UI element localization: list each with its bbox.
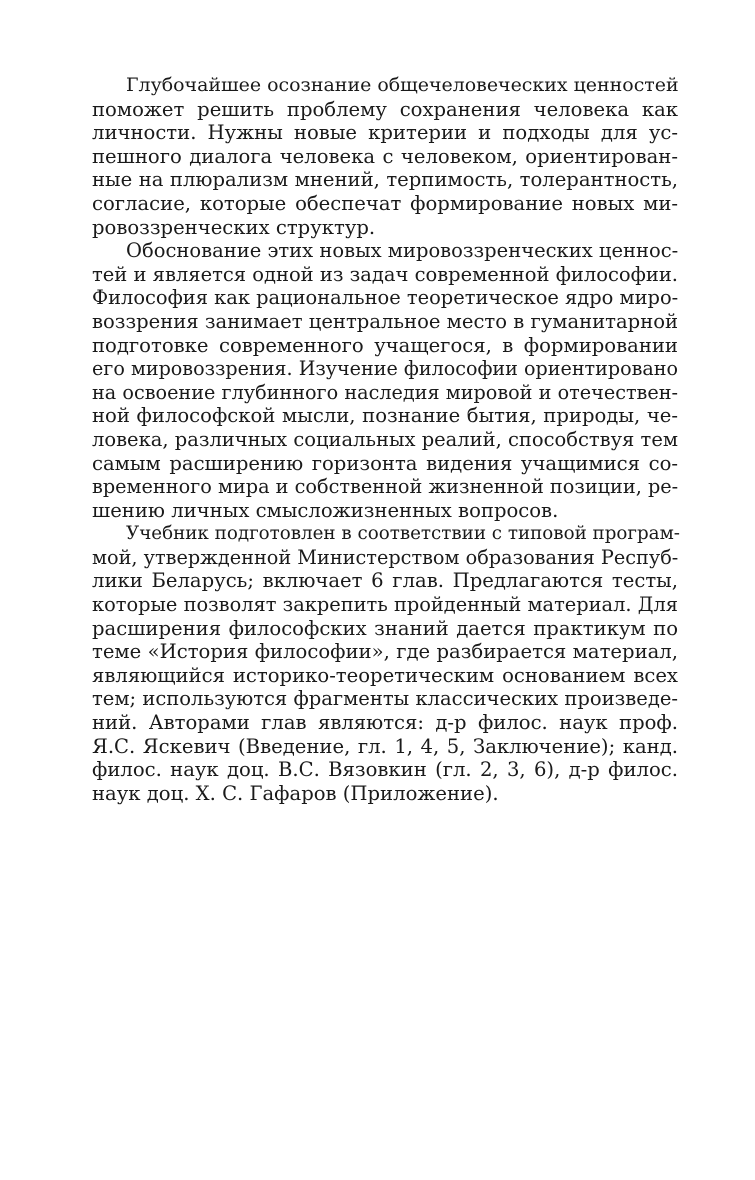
text-line: лики Беларусь; включает 6 глав. Предлагаются тесты, [92,569,678,593]
text-line: подготовке современного учащегося, в формировании [92,333,678,357]
paragraph-3 [92,522,678,805]
text-line: согласие, которые обеспечат формирование новых ми- [92,191,678,215]
text-line: теме «История философии», где разбирается материал, [92,640,678,664]
text-line: наук доц. Х. С. Гафаров (Приложение). [92,781,499,805]
text-line: расширения философских знаний дается практикум по [92,616,678,640]
text-line: воззрения занимает центральное место в гуманитарной [92,309,679,333]
text-line: филос. наук доц. В.С. Вязовкин (гл. 2, 3, 6), д-р филос. [92,758,678,782]
text-line: тей и является одной из задач современной философии. [92,262,678,286]
body-text [92,74,678,805]
text-line: Обоснование этих новых мировоззренческих ценнос- [126,239,679,263]
text-line: ловека, различных социальных реалий, способствуя тем [92,427,678,451]
text-line: которые позволят закрепить пройденный материал. Для [92,593,678,617]
text-line: Глубочайшее осознание общечеловеческих ценностей [126,74,679,96]
text-line: Философия как рациональное теоретическое ядро миро- [92,286,679,310]
text-line: пешного диалога человека с человеком, ориентирован- [92,144,678,168]
text-line: его мировоззрения. Изучение философии ориентировано [92,357,678,381]
text-line: временного мира и собственной жизненной позиции, ре- [92,475,679,499]
text-line: Я.С. Яскевич (Введение, гл. 1, 4, 5, Заключение); канд. [92,734,678,758]
text-line: ровоззренческих структур. [92,215,376,239]
paragraph-1 [92,74,678,239]
text-line: ной философской мысли, познание бытия, природы, че- [92,404,678,428]
text-line: на освоение глубинного наследия мировой и отечествен- [92,380,678,404]
text-line: самым расширению горизонта видения учащимися со- [92,451,678,475]
text-line: поможет решить проблему сохранения человека как [92,97,678,121]
text-line: являющийся историко-теоретическим основанием всех [92,663,678,687]
text-line: тем; используются фрагменты классических произведе- [92,687,678,711]
text-line: личности. Нужны новые критерии и подходы для ус- [92,121,678,145]
text-line: шению личных смысложизненных вопросов. [92,498,559,522]
text-line: мой, утвержденной Министерством образования Респуб- [92,545,679,569]
text-line: ные на плюрализм мнений, терпимость, толерантность, [92,168,678,192]
paragraph-2 [92,239,678,522]
text-line: Учебник подготовлен в соответствии с типовой програм- [126,523,680,545]
text-line: ний. Авторами глав являются: д-р филос. наук проф. [92,711,678,735]
